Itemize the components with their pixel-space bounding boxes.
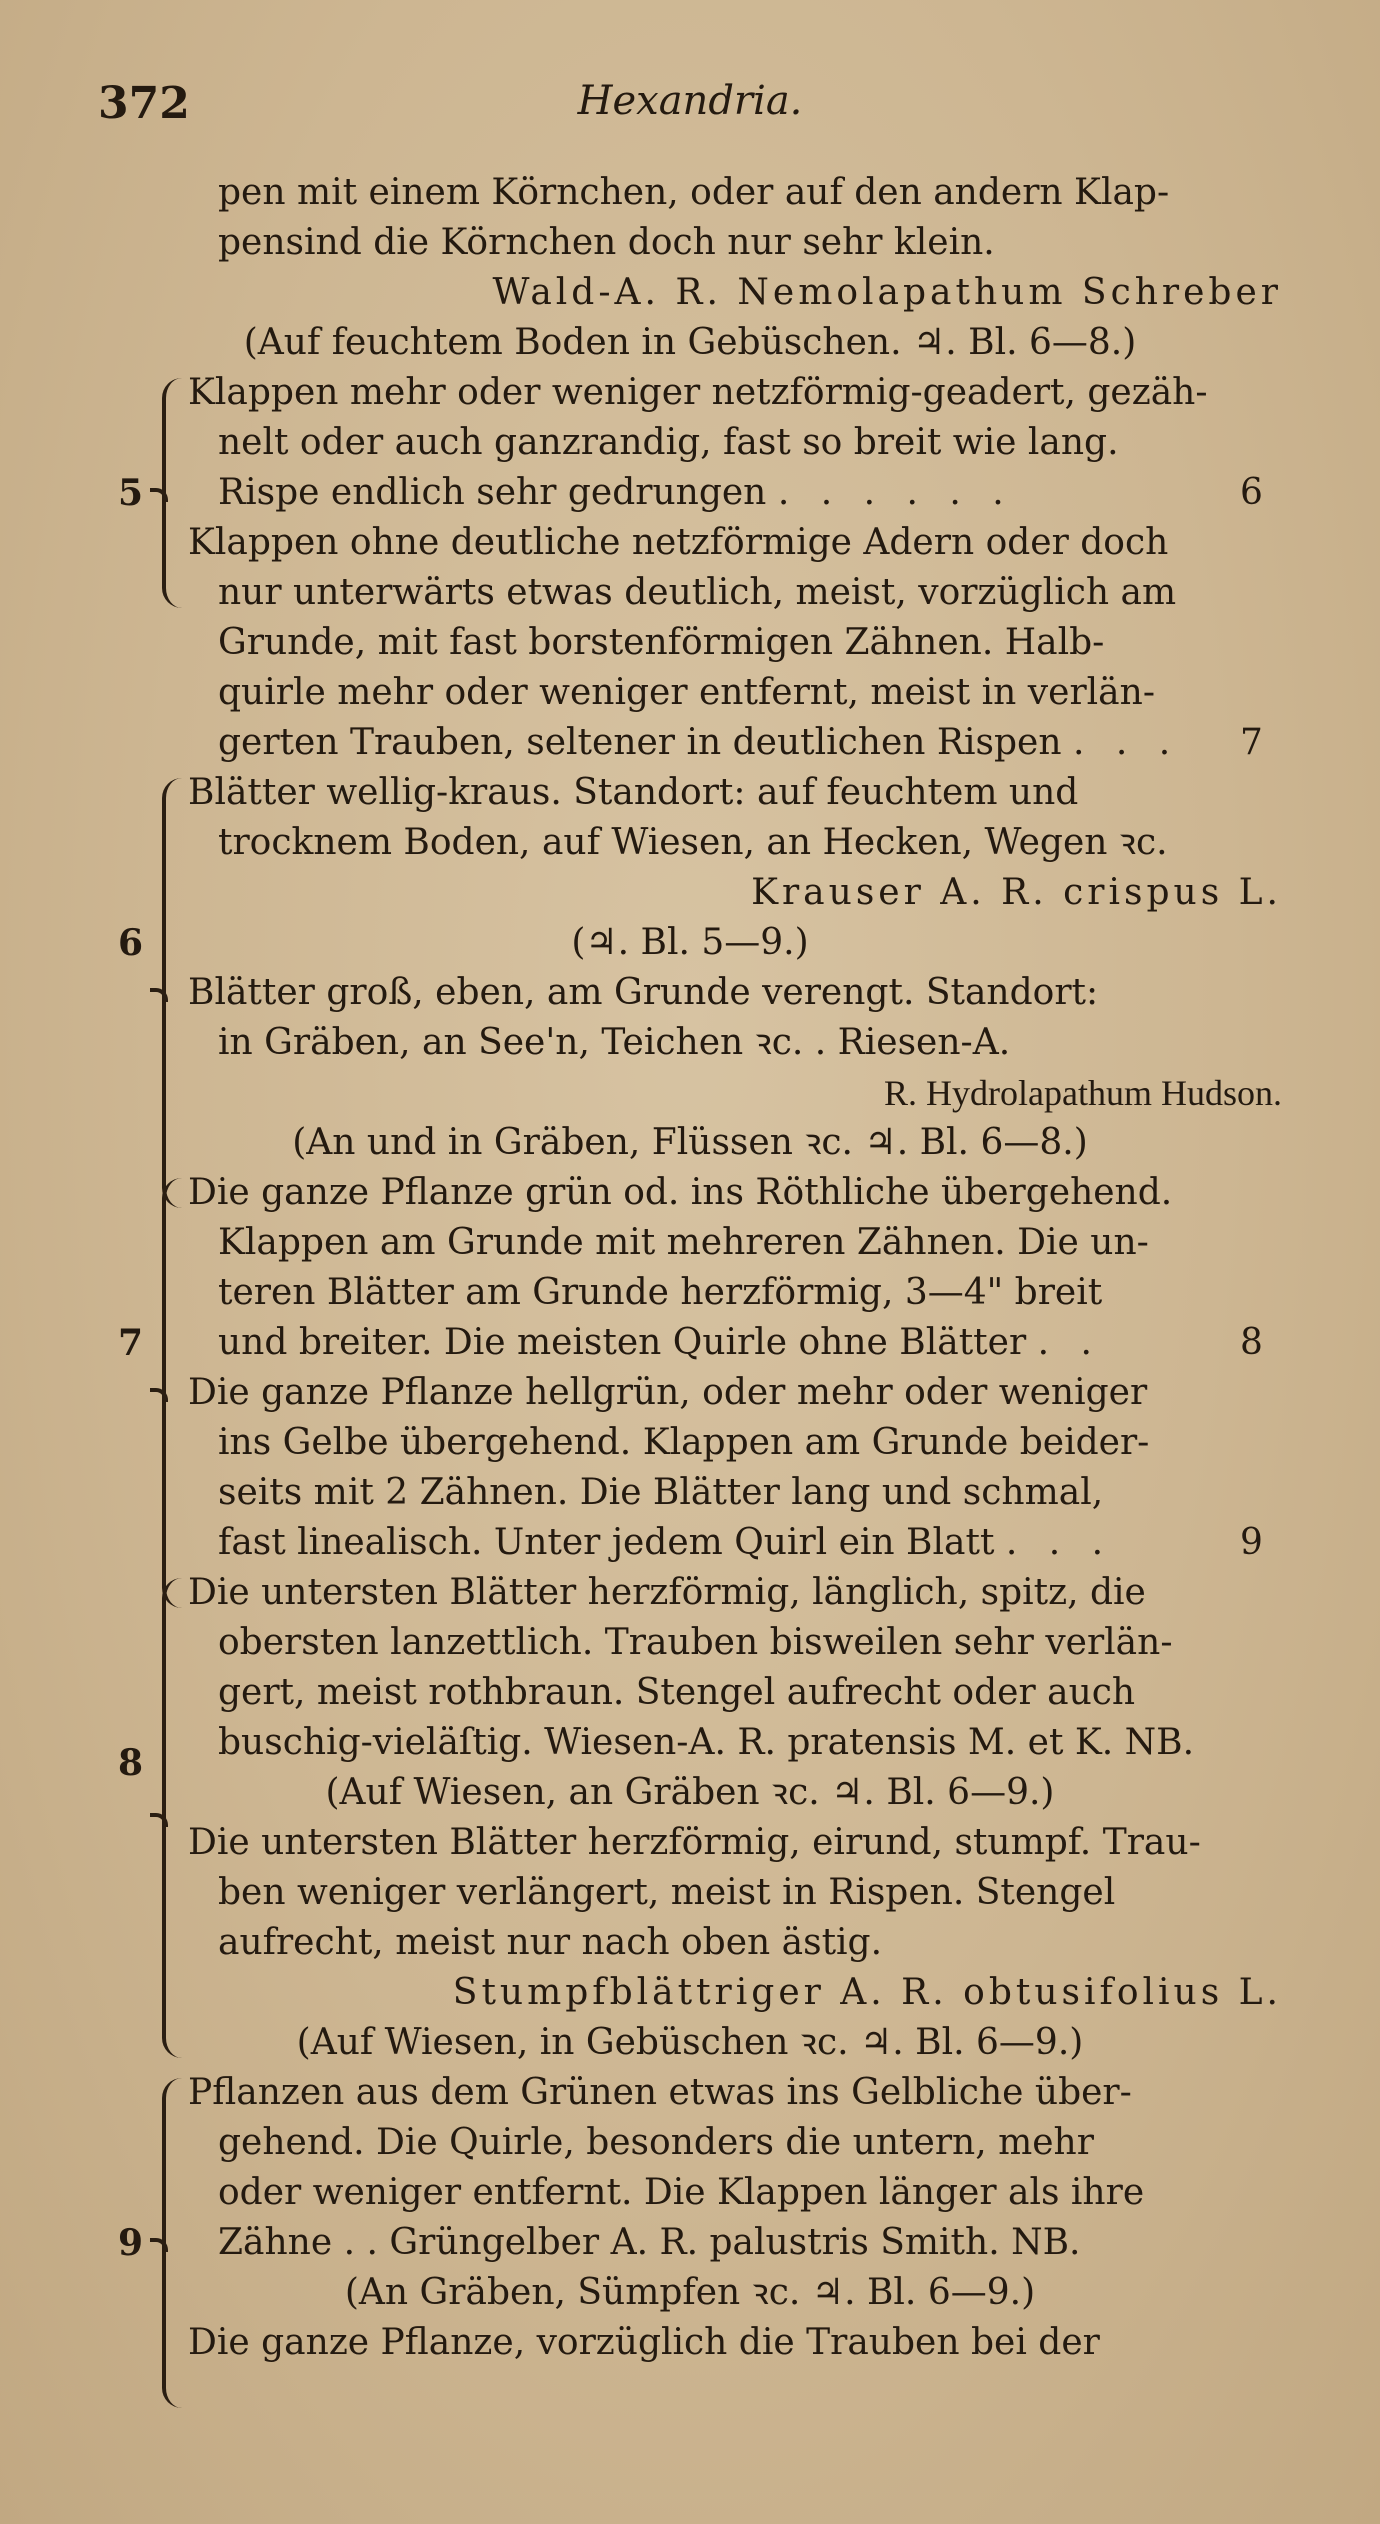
key-line	[218, 1518, 1318, 1568]
text-line: nelt oder auch ganzrandig, fast so breit wie lang.	[218, 422, 1119, 463]
leader-dots: . . .	[1005, 1522, 1114, 1563]
text-line: obersten lanzettlich. Trauben bisweilen sehr verlän-	[218, 1622, 1173, 1663]
text-line: Blätter wellig-kraus. Standort: auf feuchtem und	[188, 772, 1079, 813]
text-line: Die ganze Pflanze hellgrün, oder mehr oder weniger	[188, 1372, 1148, 1413]
text-line: Zähne . . Grüngelber A. R. palustris Smith. NB.	[218, 2222, 1081, 2263]
text-line: seits mit 2 Zähnen. Die Blätter lang und schmal,	[218, 1472, 1104, 1513]
text-line: in Gräben, an See'n, Teichen ꝛc. . Riesen-A.	[218, 1022, 1011, 1063]
couplet-reference: 7	[1240, 722, 1263, 763]
habitat-note: (♃. Bl. 5—9.)	[571, 922, 809, 963]
text-line: Blätter groß, eben, am Grunde verengt. Standort:	[188, 972, 1099, 1013]
couplet-brace	[162, 1178, 186, 1608]
text-line: pen mit einem Körnchen, oder auf den andern Klap-	[218, 172, 1170, 213]
habitat-note: (An und in Gräben, Flüssen ꝛc. ♃. Bl. 6—8.)	[292, 1122, 1088, 1163]
couplet-number: 5	[118, 472, 144, 514]
habitat-note: (An Gräben, Sümpfen ꝛc. ♃. Bl. 6—9.)	[344, 2272, 1036, 2313]
leader-dots: . .	[1037, 1322, 1102, 1363]
text-line: Klappen ohne deutliche netzförmige Adern oder doch	[188, 522, 1169, 563]
text-line: pensind die Körnchen doch nur sehr klein.	[218, 222, 995, 263]
text-line: ben weniger verlängert, meist in Rispen. Stengel	[218, 1872, 1116, 1913]
text-line: buschig-vieläſtig. Wiesen-A. R. pratensis M. et K. NB.	[218, 1722, 1195, 1763]
text-line: Die ganze Pflanze grün od. ins Röthliche übergehend.	[188, 1172, 1173, 1213]
couplet-reference: 6	[1240, 472, 1263, 513]
habitat-note: (Auf Wiesen, an Gräben ꝛc. ♃. Bl. 6—9.)	[325, 1772, 1055, 1813]
couplet-reference: 8	[1240, 1322, 1263, 1363]
text-line: Rispe endlich sehr gedrungen	[218, 472, 767, 513]
text-line: nur unterwärts etwas deutlich, meist, vorzüglich am	[218, 572, 1177, 613]
couplet-number: 7	[118, 1322, 144, 1364]
text-line: quirle mehr oder weniger entfernt, meist in verlän-	[218, 672, 1155, 713]
text-line: Die untersten Blätter herzförmig, eirund, stumpf. Trau-	[188, 1822, 1201, 1863]
text-line: fast linealisch. Unter jedem Quirl ein Blatt	[218, 1522, 995, 1563]
text-line: Pflanzen aus dem Grünen etwas ins Gelbliche über-	[188, 2072, 1132, 2113]
species-name: R. Hydrolapathum Hudson.	[884, 1073, 1282, 1113]
text-line: Die ganze Pflanze, vorzüglich die Trauben bei der	[188, 2322, 1100, 2363]
couplet-brace	[162, 2078, 186, 2408]
text-line: Klappen mehr oder weniger netzförmig-geadert, gezäh-	[188, 372, 1208, 413]
couplet-reference: 9	[1240, 1522, 1263, 1563]
page-number: 372	[98, 78, 190, 129]
text-line: Grunde, mit fast borstenförmigen Zähnen. Halb-	[218, 622, 1105, 663]
species-name: Stumpfblättriger A. R. obtusifolius L.	[452, 1972, 1282, 2013]
text-line: oder weniger entfernt. Die Klappen länger als ihre	[218, 2172, 1145, 2213]
species-name: Wald-A. R. Nemolapathum Schreber	[492, 272, 1282, 313]
text-line: aufrecht, meist nur nach oben ästig.	[218, 1922, 883, 1963]
text-line: trocknem Boden, auf Wiesen, an Hecken, Wegen ꝛc.	[218, 822, 1168, 863]
key-line	[218, 1318, 1318, 1368]
key-line	[218, 468, 1318, 518]
page-header	[0, 78, 1380, 138]
habitat-note: (Auf Wiesen, in Gebüschen ꝛc. ♃. Bl. 6—9.)	[296, 2022, 1084, 2063]
text-line: Klappen am Grunde mit mehreren Zähnen. Die un-	[218, 1222, 1149, 1263]
text-line: gerten Trauben, seltener in deutlichen Rispen	[218, 722, 1062, 763]
leader-dots: . . . . . .	[777, 472, 1014, 513]
couplet-number: 8	[118, 1742, 144, 1784]
couplet-brace	[162, 378, 186, 608]
leader-dots: . . .	[1073, 722, 1181, 763]
text-line: teren Blätter am Grunde herzförmig, 3—4" breit	[218, 1272, 1103, 1313]
text-line: ins Gelbe übergehend. Klappen am Grunde beider-	[218, 1422, 1150, 1463]
running-title: Hexandria.	[577, 78, 803, 124]
couplet-number: 9	[118, 2222, 144, 2264]
text-line: Die untersten Blätter herzförmig, länglich, spitz, die	[188, 1572, 1146, 1613]
text-line: und breiter. Die meisten Quirle ohne Blätter	[218, 1322, 1027, 1363]
habitat-note: (Auf feuchtem Boden in Gebüschen. ♃. Bl. 6—8.)	[243, 322, 1137, 363]
key-line	[218, 718, 1318, 768]
species-name: Krauser A. R. crispus L.	[751, 872, 1282, 913]
couplet-number: 6	[118, 922, 144, 964]
text-line: gehend. Die Quirle, besonders die untern, mehr	[218, 2122, 1094, 2163]
text-line: gert, meist rothbraun. Stengel aufrecht oder auch	[218, 1672, 1136, 1713]
